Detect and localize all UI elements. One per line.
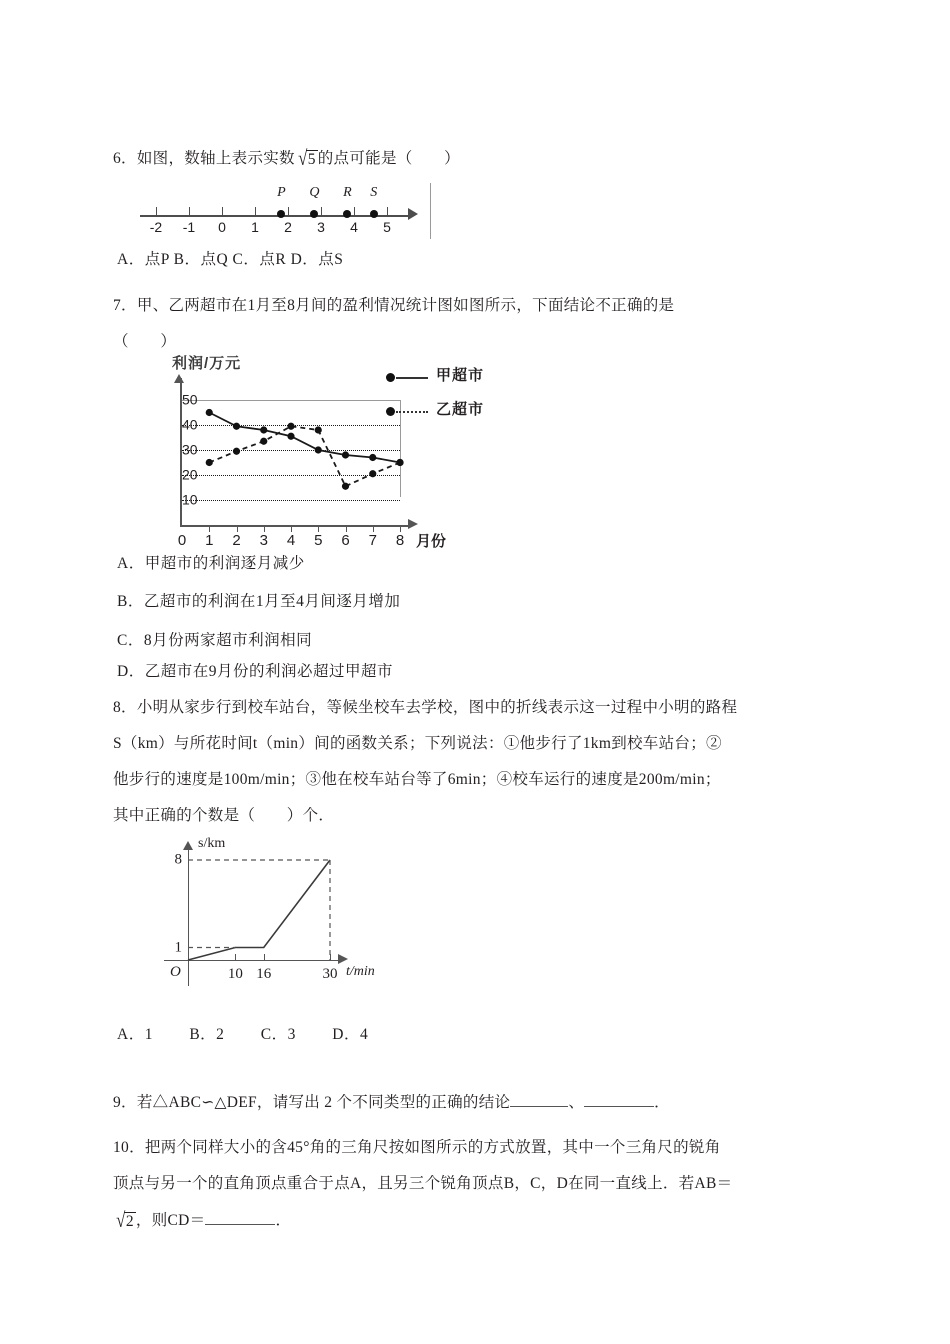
answer-blank-cd[interactable]	[205, 1210, 275, 1225]
question-6	[113, 140, 873, 179]
profit-line-chart: 利润/万元 10 20 30 40 50 0 1 2 3 4 5 6 7 8 月份 甲超市 乙超市	[150, 352, 510, 542]
chart-data-point	[260, 438, 267, 445]
number-line-tick	[354, 207, 355, 216]
answer-blank-2[interactable]	[584, 1092, 654, 1107]
graph8-y-tick-label: 8	[174, 851, 182, 868]
question-10-line-3	[113, 1202, 913, 1241]
number-line-tick-label: 5	[383, 219, 391, 235]
chart-x-tick-label: 6	[341, 532, 350, 549]
sqrt-5	[295, 140, 318, 179]
question-9-separator: 、	[568, 1094, 585, 1111]
legend-marker-icon	[386, 407, 395, 416]
question-7-option-d: D．乙超市在9月份的利润必超过甲超市	[117, 663, 393, 680]
question-7-option-a: A．甲超市的利润逐月减少	[117, 555, 305, 572]
question-8-stem-line-3: 他步行的速度是100m/min；③他在校车站台等了6min；④校车运行的速度是200m/min；	[113, 771, 721, 788]
chart-data-point	[342, 451, 349, 458]
radicand-value: 5	[307, 151, 316, 168]
legend-item-0	[386, 364, 510, 398]
question-7-stem-line-1: 7．甲、乙两超市在1月至8月间的盈利情况统计图如图所示，下面结论不正确的是	[113, 297, 675, 314]
legend-line-solid-icon	[396, 377, 428, 379]
legend-line-dotted-icon	[396, 411, 428, 413]
question-6-stem-before: 6．如图，数轴上表示实数	[113, 150, 295, 167]
chart-x-tick-label: 7	[368, 532, 377, 549]
answer-blank-1[interactable]	[510, 1092, 568, 1107]
number-line-point-label-p: P	[277, 185, 286, 200]
question-8-stem-line-4: 其中正确的个数是（ ）个．	[113, 807, 335, 824]
graph8-y-axis-title: s/km	[198, 836, 226, 851]
graph8-x-tick-label: 16	[256, 966, 272, 982]
chart-data-point	[287, 433, 294, 440]
question-7-option-b: B．乙超市的利润在1月至4月间逐月增加	[117, 593, 401, 610]
figure-right-border	[430, 183, 431, 239]
number-line-tick	[222, 207, 223, 216]
question-7-option-c: C．8月份两家超市利润相同	[117, 632, 313, 649]
graph8-y-tick-label: 1	[174, 939, 182, 955]
chart-x-tick-label: 2	[232, 532, 241, 549]
chart-data-point	[342, 483, 349, 490]
chart-x-tick-label: 8	[395, 532, 405, 549]
number-line-point-label-s: S	[370, 185, 378, 200]
chart-data-point	[287, 423, 294, 430]
legend-label-0: 甲超市	[436, 367, 485, 384]
number-line-tick	[387, 207, 388, 216]
question-8	[113, 690, 913, 834]
number-line-point-label-q: Q	[309, 185, 320, 200]
number-line-tick-label: 1	[251, 219, 259, 235]
number-line-tick-label: 2	[284, 219, 292, 235]
question-10-line-1: 10．把两个同样大小的含45°角的三角尺按如图所示的方式放置，其中一个三角尺的锐角	[113, 1139, 721, 1156]
chart-data-point	[315, 426, 322, 433]
distance-time-graph	[150, 828, 380, 1003]
question-10	[113, 1130, 913, 1241]
question-8-stem-line-1: 8．小明从家步行到校车站台，等候坐校车去学校，图中的折线表示这一过程中小明的路程	[113, 699, 738, 716]
question-7-stem-line-2: （ ）	[113, 333, 177, 350]
chart-data-point	[206, 459, 213, 466]
question-10-text-after: ，则CD＝	[135, 1212, 206, 1229]
chart-x-tick-label: 1	[205, 532, 214, 549]
graph8-path-svg	[150, 828, 380, 1003]
question-9	[113, 1085, 913, 1121]
chart-data-point	[260, 426, 267, 433]
question-7	[113, 288, 903, 360]
chart-data-point	[233, 423, 240, 430]
number-line-tick-label: 0	[218, 219, 226, 235]
graph8-x-tick-label: 10	[227, 966, 243, 982]
chart-data-point	[206, 409, 213, 416]
number-line-point-q	[310, 210, 318, 218]
chart-data-point	[315, 446, 322, 453]
question-9-text-before: 9．若△ABC∽△DEF，请写出 2 个不同类型的正确的结论	[113, 1094, 511, 1111]
question-8-stem-line-2: S（km）与所花时间t（min）间的函数关系；下列说法：①他步行了1km到校车站台；②	[113, 735, 722, 752]
number-line-tick	[156, 207, 157, 216]
sqrt-2	[113, 1202, 136, 1241]
question-10-line-2: 顶点与另一个的直角顶点重合于点A，且另三个锐角顶点B，C，D在同一直线上．若AB＝	[113, 1175, 733, 1192]
number-line-point-label-r: R	[343, 185, 352, 200]
number-line-tick-label: 3	[317, 219, 325, 235]
chart-x-tick-label: 0	[177, 532, 187, 549]
question-9-text	[113, 1085, 913, 1121]
number-line-arrow-icon	[408, 208, 418, 220]
number-line-tick-label: 4	[350, 219, 358, 235]
radical-sign: √	[298, 146, 308, 170]
question-10-text-end: ．	[275, 1212, 292, 1229]
chart-x-axis-title: 月份	[416, 533, 447, 550]
radical-sign: √	[116, 1208, 126, 1232]
radicand-value: 2	[125, 1213, 134, 1230]
question-6-options: A．点P B．点Q C．点R D．点S	[117, 251, 344, 268]
number-line-figure	[140, 183, 440, 245]
legend-marker-icon	[386, 373, 395, 382]
number-line-point-p	[277, 210, 285, 218]
number-line-tick	[255, 207, 256, 216]
question-8-options: A．1 B．2 C．3 D．4	[117, 1026, 369, 1043]
chart-x-tick-label: 3	[259, 532, 268, 549]
number-line-tick-label: -2	[149, 219, 163, 235]
chart-x-tick-label: 4	[286, 532, 296, 549]
number-line-tick	[288, 207, 289, 216]
chart-data-point	[396, 459, 403, 466]
legend-label-1: 乙超市	[436, 401, 485, 418]
chart-x-tick-label: 5	[314, 532, 323, 549]
chart-data-point	[233, 448, 240, 455]
question-6-stem	[113, 140, 873, 179]
question-6-stem-after: 的点可能是（ ）	[317, 150, 460, 167]
graph8-polyline	[188, 860, 330, 960]
number-line-tick	[189, 207, 190, 216]
chart-legend	[386, 364, 510, 432]
chart-y-axis-title: 利润/万元	[172, 355, 242, 372]
number-line-tick	[321, 207, 322, 216]
number-line-point-s	[370, 210, 378, 218]
graph8-origin-label: O	[170, 964, 181, 980]
graph8-x-tick-label: 30	[322, 966, 338, 982]
question-9-text-after: ．	[654, 1094, 670, 1111]
number-line-tick-label: -1	[182, 219, 196, 235]
graph8-x-axis-title: t/min	[346, 964, 375, 979]
chart-data-point	[369, 470, 376, 477]
number-line-point-r	[343, 210, 351, 218]
chart-data-point	[369, 454, 376, 461]
legend-item-1	[386, 398, 510, 432]
